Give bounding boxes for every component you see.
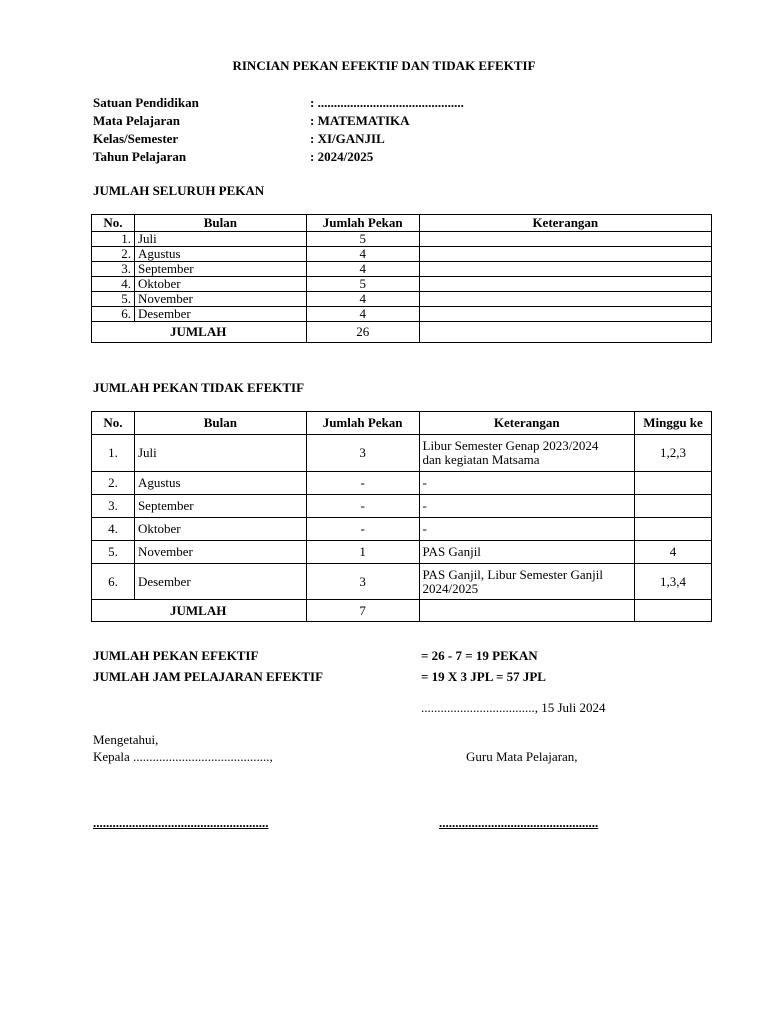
section-heading-seluruh-pekan: JUMLAH SELURUH PEKAN bbox=[93, 183, 265, 198]
cell-pekan: 5 bbox=[306, 277, 419, 292]
cell-no: 6. bbox=[92, 307, 135, 322]
cell-pekan: 3 bbox=[306, 564, 419, 600]
cell-no: 1. bbox=[92, 435, 135, 472]
cell-no: 2. bbox=[92, 247, 135, 262]
table-header-row bbox=[92, 412, 712, 435]
signature-line-guru: ................................................. bbox=[439, 815, 599, 830]
table-header-row bbox=[92, 215, 712, 232]
table-row bbox=[92, 292, 712, 307]
info-value-tahun: : 2024/2025 bbox=[310, 149, 374, 164]
cell-bulan: Juli bbox=[134, 232, 306, 247]
section-heading-tidak-efektif: JUMLAH PEKAN TIDAK EFEKTIF bbox=[93, 380, 305, 395]
cell-minggu bbox=[635, 518, 712, 541]
table-row bbox=[92, 541, 712, 564]
cell-pekan: 4 bbox=[306, 247, 419, 262]
total-label: JUMLAH bbox=[92, 600, 307, 622]
summary-efektif-value: = 26 - 7 = 19 PEKAN bbox=[421, 648, 538, 663]
signature-guru: Guru Mata Pelajaran, bbox=[466, 749, 578, 764]
cell-minggu: 4 bbox=[635, 541, 712, 564]
table-seluruh-pekan bbox=[91, 214, 712, 343]
info-label-kelas: Kelas/Semester bbox=[93, 131, 179, 146]
cell-bulan: Agustus bbox=[134, 472, 306, 495]
signature-date: ..................................., 15 Juli 2024 bbox=[421, 700, 606, 715]
header-minggu-ke: Minggu ke bbox=[635, 412, 712, 435]
header-keterangan: Keterangan bbox=[419, 412, 635, 435]
cell-pekan: 1 bbox=[306, 541, 419, 564]
cell-keterangan bbox=[419, 232, 711, 247]
cell-bulan: November bbox=[134, 541, 306, 564]
keterangan-line: Libur Semester Genap 2023/2024 bbox=[422, 438, 599, 453]
cell-bulan: November bbox=[134, 292, 306, 307]
cell-pekan: 4 bbox=[306, 262, 419, 277]
table-row bbox=[92, 472, 712, 495]
total-value: 7 bbox=[306, 600, 419, 622]
total-label: JUMLAH bbox=[92, 322, 307, 343]
cell-minggu bbox=[635, 495, 712, 518]
signature-mengetahui: Mengetahui, bbox=[93, 732, 159, 747]
header-jumlah-pekan: Jumlah Pekan bbox=[306, 215, 419, 232]
header-no: No. bbox=[92, 412, 135, 435]
keterangan-line: 2024/2025 bbox=[422, 580, 479, 596]
cell-bulan: Agustus bbox=[134, 247, 306, 262]
info-label-tahun: Tahun Pelajaran bbox=[93, 149, 187, 164]
cell-minggu bbox=[635, 472, 712, 495]
summary-jam-label: JUMLAH JAM PELAJARAN EFEKTIF bbox=[93, 669, 324, 684]
cell-pekan: - bbox=[306, 472, 419, 495]
cell-bulan: September bbox=[134, 495, 306, 518]
table-row bbox=[92, 262, 712, 277]
cell-keterangan bbox=[419, 247, 711, 262]
header-no: No. bbox=[92, 215, 135, 232]
cell-keterangan: - bbox=[419, 472, 635, 495]
cell-no: 5. bbox=[92, 292, 135, 307]
cell-bulan: Desember bbox=[134, 564, 306, 600]
info-label-mapel: Mata Pelajaran bbox=[93, 113, 181, 128]
cell-bulan: Oktober bbox=[134, 518, 306, 541]
cell-pekan: - bbox=[306, 518, 419, 541]
cell-pekan: 5 bbox=[306, 232, 419, 247]
info-label-satuan: Satuan Pendidikan bbox=[93, 95, 199, 110]
summary-jam-value: = 19 X 3 JPL = 57 JPL bbox=[421, 669, 546, 684]
cell-minggu: 1,2,3 bbox=[635, 435, 712, 472]
total-minggu bbox=[635, 600, 712, 622]
cell-keterangan bbox=[419, 292, 711, 307]
header-keterangan: Keterangan bbox=[419, 215, 711, 232]
cell-keterangan bbox=[419, 435, 635, 472]
table-row bbox=[92, 564, 712, 600]
document-title: RINCIAN PEKAN EFEKTIF DAN TIDAK EFEKTIF bbox=[232, 58, 536, 73]
cell-keterangan: - bbox=[419, 495, 635, 518]
table-total-row bbox=[92, 600, 712, 622]
signature-kepala: Kepala .........................................., bbox=[93, 749, 273, 764]
info-value-mapel: : MATEMATIKA bbox=[310, 113, 410, 128]
total-value: 26 bbox=[306, 322, 419, 343]
keterangan-line: PAS Ganjil, Libur Semester Ganjil bbox=[422, 566, 603, 582]
cell-no: 3. bbox=[92, 262, 135, 277]
header-bulan: Bulan bbox=[134, 412, 306, 435]
table-row bbox=[92, 307, 712, 322]
cell-pekan: 3 bbox=[306, 435, 419, 472]
header-bulan: Bulan bbox=[134, 215, 306, 232]
table-row bbox=[92, 247, 712, 262]
cell-no: 1. bbox=[92, 232, 135, 247]
cell-no: 4. bbox=[92, 277, 135, 292]
table-row bbox=[92, 277, 712, 292]
cell-keterangan bbox=[419, 307, 711, 322]
cell-no: 2. bbox=[92, 472, 135, 495]
cell-no: 5. bbox=[92, 541, 135, 564]
cell-keterangan: PAS Ganjil bbox=[419, 541, 635, 564]
cell-bulan: Oktober bbox=[134, 277, 306, 292]
cell-no: 3. bbox=[92, 495, 135, 518]
total-keterangan bbox=[419, 600, 635, 622]
table-total-row bbox=[92, 322, 712, 343]
total-keterangan bbox=[419, 322, 711, 343]
cell-keterangan bbox=[419, 564, 635, 600]
table-row bbox=[92, 232, 712, 247]
cell-keterangan bbox=[419, 277, 711, 292]
cell-bulan: Desember bbox=[134, 307, 306, 322]
header-jumlah-pekan: Jumlah Pekan bbox=[306, 412, 419, 435]
info-value-satuan: : ............................................. bbox=[310, 95, 464, 110]
cell-bulan: Juli bbox=[134, 435, 306, 472]
signature-line-kepala: ...................................................... bbox=[93, 815, 269, 830]
keterangan-line: dan kegiatan Matsama bbox=[422, 452, 540, 467]
cell-minggu: 1,3,4 bbox=[635, 564, 712, 600]
cell-pekan: 4 bbox=[306, 292, 419, 307]
table-row bbox=[92, 435, 712, 472]
cell-keterangan: - bbox=[419, 518, 635, 541]
cell-no: 6. bbox=[92, 564, 135, 600]
cell-pekan: 4 bbox=[306, 307, 419, 322]
info-value-kelas: : XI/GANJIL bbox=[310, 131, 385, 146]
cell-bulan: September bbox=[134, 262, 306, 277]
table-row bbox=[92, 495, 712, 518]
cell-no: 4. bbox=[92, 518, 135, 541]
cell-keterangan bbox=[419, 262, 711, 277]
table-row bbox=[92, 518, 712, 541]
cell-pekan: - bbox=[306, 495, 419, 518]
summary-efektif-label: JUMLAH PEKAN EFEKTIF bbox=[93, 648, 259, 663]
table-tidak-efektif bbox=[91, 411, 712, 622]
